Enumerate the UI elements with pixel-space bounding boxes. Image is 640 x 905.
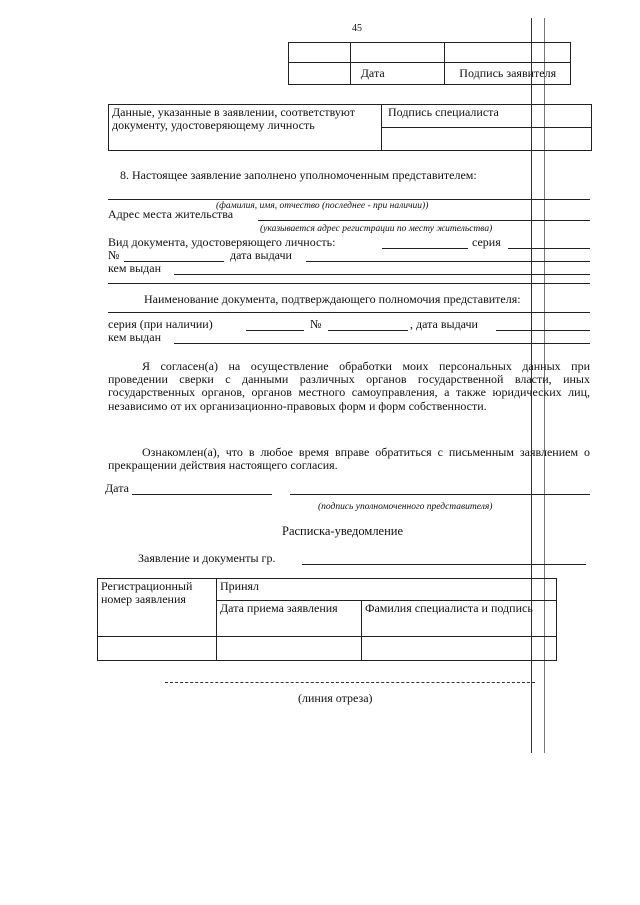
specialist-signature-label: Подпись специалиста (382, 105, 592, 128)
docs-line (302, 564, 586, 565)
section-8-heading: 8. Настоящее заявление заполнено уполномоченным представителем: (120, 168, 477, 182)
consent-date-line (132, 494, 272, 495)
issue-date-label: дата выдачи (230, 248, 292, 262)
acknowledgement-paragraph: Ознакомлен(а), что в любое время вправе обратиться с письменным заявлением о прекращении действия настоящего согласия. (108, 445, 590, 473)
series-line (508, 248, 590, 249)
issued-by-line-3 (174, 343, 590, 344)
address-caption: (указывается адрес регистрации по месту жительства) (260, 224, 493, 234)
reg-number-header: Регистрационный номер заявления (98, 579, 217, 637)
accepted-header: Принял (217, 579, 557, 601)
cut-line-label: (линия отреза) (298, 691, 373, 705)
consent-paragraph: Я согласен(а) на осуществление обработки моих персональных данных при проведении сверки с данными различных органов государственной власти, иных государственных органов, органов местного самоуправления, а также юридических лиц, независимо от их организационно-правовых форм и форм собственности. (108, 359, 590, 413)
address-label: Адрес места жительства (108, 207, 234, 221)
id-doc-line (382, 248, 468, 249)
id-doc-label: Вид документа, удостоверяющего личность: (108, 235, 336, 249)
number-label-2: № (310, 317, 322, 331)
page-number: 45 (352, 23, 362, 34)
issue-date-line-2 (496, 330, 590, 331)
date-label: Дата (350, 63, 445, 85)
id-verification-table (108, 104, 592, 151)
authority-doc-line (108, 312, 590, 313)
receipt-title: Расписка-уведомление (282, 524, 404, 538)
address-line (258, 220, 590, 221)
accept-date-header: Дата приема заявления (217, 601, 362, 637)
id-verification-text: Данные, указанные в заявлении, соответствуют документу, удостоверяющему личность (109, 105, 382, 151)
consent-date-label: Дата (105, 481, 129, 495)
series-label: серия (472, 235, 501, 249)
series-optional-label: серия (при наличии) (108, 317, 213, 331)
issued-by-line (174, 274, 590, 275)
number-line-2 (328, 330, 408, 331)
issue-date-label-2: , дата выдачи (410, 317, 478, 331)
series-optional-line (246, 330, 304, 331)
representative-signature-caption: (подпись уполномоченного представителя) (318, 502, 493, 512)
authority-doc-label: Наименование документа, подтверждающего полномочия представителя: (144, 292, 521, 306)
representative-signature-line (290, 494, 590, 495)
issued-by-label: кем выдан (108, 261, 162, 275)
issued-by-label-2: кем выдан (108, 330, 162, 344)
number-label: № (108, 248, 120, 262)
docs-label: Заявление и документы гр. (138, 551, 276, 565)
applicant-signature-label: Подпись заявителя (445, 63, 571, 85)
receipt-table (97, 578, 557, 661)
issued-by-line-2 (108, 283, 590, 284)
issue-date-line (306, 261, 590, 262)
fio-caption: (фамилия, имя, отчество (последнее - при наличии)) (216, 201, 429, 211)
specialist-header: Фамилия специалиста и подпись (362, 601, 557, 637)
cut-line (165, 682, 535, 683)
top-signature-table (288, 42, 571, 85)
